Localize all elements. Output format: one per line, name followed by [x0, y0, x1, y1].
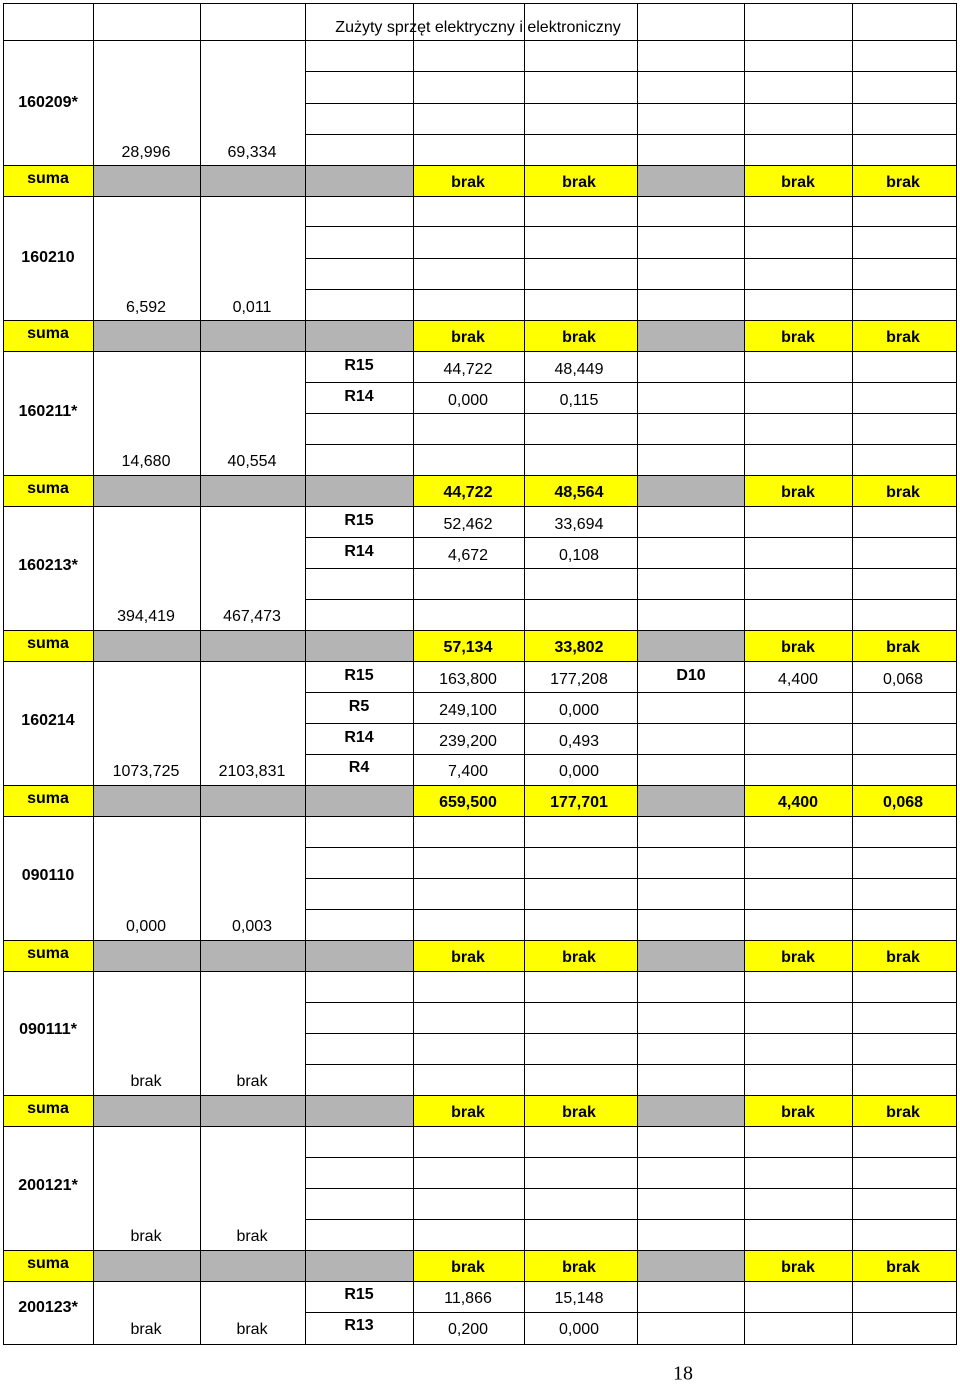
suma-label: suma: [27, 170, 69, 187]
total-cell: brak: [130, 1073, 162, 1090]
disposal-value: 0,068: [882, 671, 924, 688]
suma-value: brak: [781, 484, 815, 501]
total-cell: 0,011: [232, 299, 272, 316]
grid-line: [3, 661, 957, 662]
process-code: R5: [348, 698, 370, 715]
total-cell: 1073,725: [112, 763, 180, 780]
process-value: 33,694: [554, 516, 604, 533]
total-cell: 28,996: [121, 144, 171, 161]
disposal-value: 4,400: [777, 671, 819, 688]
grid-line: [3, 630, 957, 631]
grid-line: [305, 599, 957, 600]
grid-line: [3, 475, 957, 476]
total-cell: brak: [130, 1321, 162, 1338]
process-code: R15: [344, 667, 374, 684]
grid-line: [305, 444, 957, 445]
suma-value: brak: [886, 484, 920, 501]
suma-value: brak: [781, 639, 815, 656]
grid-line: [305, 568, 957, 569]
process-value: 239,200: [439, 733, 497, 750]
page-number: 18: [673, 1362, 693, 1385]
process-value: 163,800: [439, 671, 497, 688]
process-value: 249,100: [439, 702, 497, 719]
total-cell: brak: [236, 1321, 268, 1338]
process-code: R13: [344, 1317, 374, 1334]
grid-line: [305, 289, 957, 290]
suma-label: suma: [27, 1255, 69, 1272]
grid-line: [305, 692, 957, 693]
suma-label: suma: [27, 945, 69, 962]
waste-code: 160210: [21, 249, 75, 266]
suma-value: brak: [886, 329, 920, 346]
process-value: 7,400: [447, 763, 489, 780]
grid-line: [637, 3, 638, 1344]
grid-line: [3, 1126, 957, 1127]
waste-code: 160209*: [18, 94, 78, 111]
process-code: R14: [344, 729, 374, 746]
grid-line: [3, 971, 957, 972]
grid-line: [524, 3, 525, 1344]
process-value: 0,493: [558, 733, 600, 750]
suma-value: brak: [781, 329, 815, 346]
grid-line: [305, 537, 957, 538]
grid-line: [3, 320, 957, 321]
grid-line: [3, 165, 957, 166]
suma-value: 659,500: [439, 794, 497, 811]
process-value: 0,000: [558, 1321, 600, 1338]
suma-label: suma: [27, 635, 69, 652]
grid-line: [305, 847, 957, 848]
grid-line: [305, 382, 957, 383]
suma-value: brak: [886, 639, 920, 656]
process-code: R15: [344, 357, 374, 374]
grid-line: [3, 1344, 957, 1345]
grid-line: [3, 3, 4, 1344]
grid-line: [93, 3, 94, 1344]
waste-code: 090110: [21, 867, 75, 884]
suma-value: 0,068: [882, 794, 924, 811]
suma-value: brak: [451, 1259, 485, 1276]
grid-line: [305, 1157, 957, 1158]
waste-code: 200123*: [18, 1299, 78, 1316]
suma-value: brak: [562, 174, 596, 191]
grid-line: [3, 940, 957, 941]
grid-line: [305, 1033, 957, 1034]
grid-line: [3, 785, 957, 786]
grid-line: [305, 754, 957, 755]
process-code: R4: [348, 759, 370, 776]
grid-line: [305, 723, 957, 724]
grid-line: [3, 506, 957, 507]
suma-value: 33,802: [554, 639, 604, 656]
suma-value: 48,564: [554, 484, 604, 501]
process-code: R15: [344, 1286, 374, 1303]
process-code: R14: [344, 543, 374, 560]
process-value: 0,200: [447, 1321, 489, 1338]
suma-value: brak: [886, 1259, 920, 1276]
waste-code: 090111*: [19, 1021, 77, 1038]
grid-line: [305, 258, 957, 259]
grid-line: [305, 1312, 957, 1313]
process-code: R15: [344, 512, 374, 529]
suma-value: brak: [451, 1104, 485, 1121]
grid-line: [305, 878, 957, 879]
total-cell: 14,680: [121, 453, 171, 470]
waste-code: 160213*: [18, 557, 78, 574]
grid-line: [305, 909, 957, 910]
process-value: 15,148: [554, 1290, 604, 1307]
total-cell: 2103,831: [218, 763, 286, 780]
suma-value: brak: [886, 1104, 920, 1121]
suma-value: brak: [781, 949, 815, 966]
suma-label: suma: [27, 325, 69, 342]
process-value: 0,000: [558, 702, 600, 719]
grid-line: [956, 3, 957, 1344]
process-code: R14: [344, 388, 374, 405]
process-value: 44,722: [443, 361, 493, 378]
suma-value: brak: [781, 1259, 815, 1276]
suma-value: brak: [886, 949, 920, 966]
suma-value: brak: [451, 329, 485, 346]
suma-value: brak: [562, 949, 596, 966]
grid-line: [305, 71, 957, 72]
grid-line: [3, 40, 957, 41]
waste-code: 160211*: [18, 403, 78, 420]
total-cell: 0,003: [231, 918, 273, 935]
total-cell: 467,473: [223, 608, 281, 625]
suma-label: suma: [27, 480, 69, 497]
total-cell: 0,000: [125, 918, 167, 935]
grid-line: [3, 1281, 957, 1282]
suma-value: brak: [451, 174, 485, 191]
grid-line: [3, 351, 957, 352]
process-value: 52,462: [443, 516, 493, 533]
suma-value: brak: [781, 174, 815, 191]
suma-value: brak: [562, 1259, 596, 1276]
waste-code: 200121*: [18, 1177, 78, 1194]
grid-line: [3, 3, 957, 4]
grid-line: [200, 3, 201, 1344]
grid-line: [305, 226, 957, 227]
process-value: 0,115: [559, 392, 599, 409]
total-cell: 394,419: [117, 608, 175, 625]
grid-line: [852, 3, 853, 1344]
total-cell: 6,592: [125, 299, 167, 316]
page-title: Zużyty sprzęt elektryczny i elektroniczny: [335, 19, 621, 36]
suma-value: 57,134: [443, 639, 493, 656]
process-value: 0,108: [558, 547, 600, 564]
total-cell: brak: [130, 1228, 162, 1245]
total-cell: 69,334: [227, 144, 277, 161]
grid-line: [3, 196, 957, 197]
grid-line: [305, 3, 306, 1344]
grid-line: [3, 1095, 957, 1096]
suma-value: brak: [562, 329, 596, 346]
grid-line: [3, 816, 957, 817]
grid-line: [305, 1064, 957, 1065]
process-value: 11,866: [444, 1290, 492, 1307]
grid-line: [305, 1219, 957, 1220]
suma-value: 4,400: [777, 794, 819, 811]
total-cell: 40,554: [227, 453, 277, 470]
suma-value: brak: [886, 174, 920, 191]
total-cell: brak: [236, 1228, 268, 1245]
grid-line: [413, 3, 414, 1344]
disposal-code: D10: [676, 667, 706, 684]
grid-line: [305, 103, 957, 104]
process-value: 177,208: [550, 671, 608, 688]
grid-line: [305, 134, 957, 135]
suma-value: brak: [451, 949, 485, 966]
grid-line: [305, 1002, 957, 1003]
grid-line: [744, 3, 745, 1344]
suma-value: 177,701: [550, 794, 608, 811]
suma-label: suma: [27, 1100, 69, 1117]
process-value: 0,000: [558, 763, 600, 780]
grid-line: [305, 413, 957, 414]
grid-line: [305, 1188, 957, 1189]
grid-line: [3, 1250, 957, 1251]
suma-value: brak: [781, 1104, 815, 1121]
process-value: 0,000: [447, 392, 489, 409]
suma-value: brak: [562, 1104, 596, 1121]
suma-label: suma: [27, 790, 69, 807]
waste-code: 160214: [21, 712, 75, 729]
process-value: 4,672: [447, 547, 489, 564]
process-value: 48,449: [554, 361, 604, 378]
suma-value: 44,722: [443, 484, 493, 501]
total-cell: brak: [236, 1073, 268, 1090]
